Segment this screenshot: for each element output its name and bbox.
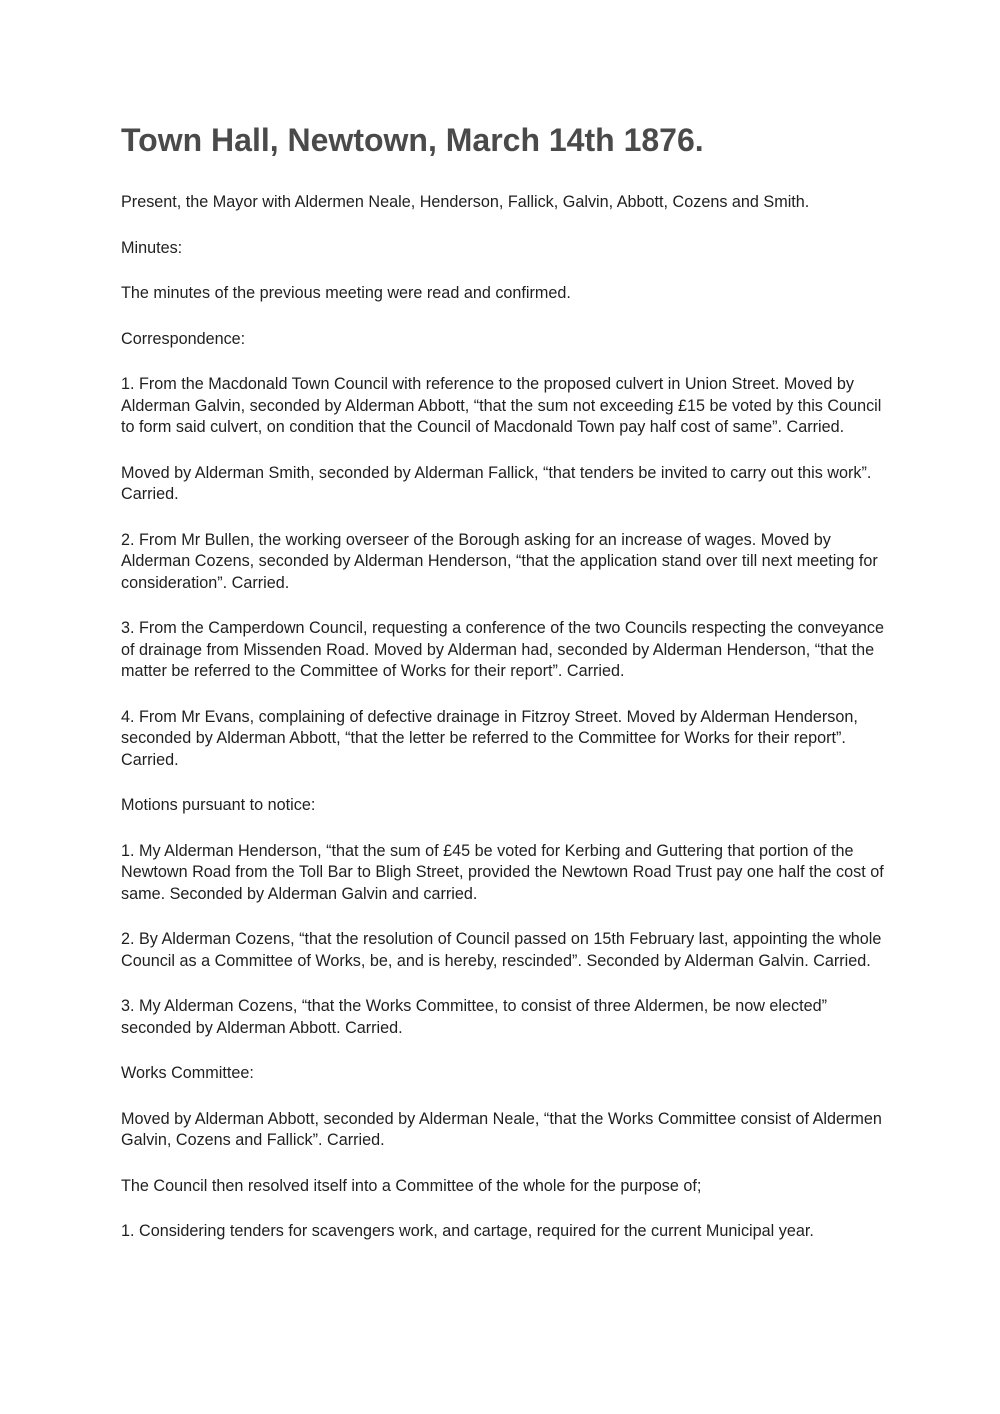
motion-item-2: 2. By Alderman Cozens, “that the resolution of Council passed on 15th February last, appointing the whole Council as a Committee of Works, be, and is hereby, rescinded”. Seconded by Alderman Galvin. Carried. <box>121 930 882 970</box>
section-heading-motions: Motions pursuant to notice: <box>121 796 316 814</box>
attendance-paragraph: Present, the Mayor with Aldermen Neale, Henderson, Fallick, Galvin, Abbott, Cozens and Smith. <box>121 193 810 211</box>
correspondence-item-2: 2. From Mr Bullen, the working overseer of the Borough asking for an increase of wages. Moved by Alderman Cozens, seconded by Alderman Henderson, “that the application stand over till next meeting for consideration”. Carried. <box>121 530 878 592</box>
document-page <box>121 118 891 1267</box>
correspondence-item-1: 1. From the Macdonald Town Council with reference to the proposed culvert in Union Street. Moved by Alderman Galvin, seconded by Alderman Abbott, “that the sum not exceeding £15 be voted by this Council to form said culvert, on condition that the Council of Macdonald Town pay half cost of same”. Carried. <box>121 375 882 436</box>
works-committee-paragraph: Moved by Alderman Abbott, seconded by Alderman Neale, “that the Works Committee consist of Aldermen Galvin, Cozens and Fallick”. Carried. <box>121 1109 882 1149</box>
section-heading-minutes: Minutes: <box>121 238 183 257</box>
section-heading-works-committee: Works Committee: <box>121 1064 254 1082</box>
document-title: Town Hall, Newtown, March 14th 1876. <box>121 122 704 158</box>
correspondence-item-3: 3. From the Camperdown Council, requesting a conference of the two Councils respecting the conveyance of drainage from Missenden Road. Moved by Alderman had, seconded by Alderman Henderson, “that the matter be referred to the Committee of Works for their report”. Carried. <box>121 619 885 680</box>
minutes-paragraph: The minutes of the previous meeting were read and confirmed. <box>121 284 571 302</box>
motion-item-1: 1. My Alderman Henderson, “that the sum of £45 be voted for Kerbing and Guttering that portion of the Newtown Road from the Toll Bar to Bligh Street, provided the Newtown Road Trust pay one half the cost of same. Seconded by Alderman Galvin and carried. <box>121 841 884 903</box>
section-heading-correspondence: Correspondence: <box>121 329 246 348</box>
motion-item-3: 3. My Alderman Cozens, “that the Works Committee, to consist of three Aldermen, be now elected” seconded by Alderman Abbott. Carried. <box>121 997 827 1037</box>
committee-resolution-paragraph: The Council then resolved itself into a Committee of the whole for the purpose of; <box>121 1176 702 1195</box>
correspondence-item-4: 4. From Mr Evans, complaining of defective drainage in Fitzroy Street. Moved by Alderman Henderson, seconded by Alderman Abbott, “that the letter be referred to the Committee for Works for their report”. Carried. <box>121 707 858 769</box>
correspondence-item-1-motion: Moved by Alderman Smith, seconded by Alderman Fallick, “that tenders be invited to carry out this work”. Carried. <box>121 463 872 503</box>
committee-item-1: 1. Considering tenders for scavengers work, and cartage, required for the current Municipal year. <box>121 1222 814 1240</box>
